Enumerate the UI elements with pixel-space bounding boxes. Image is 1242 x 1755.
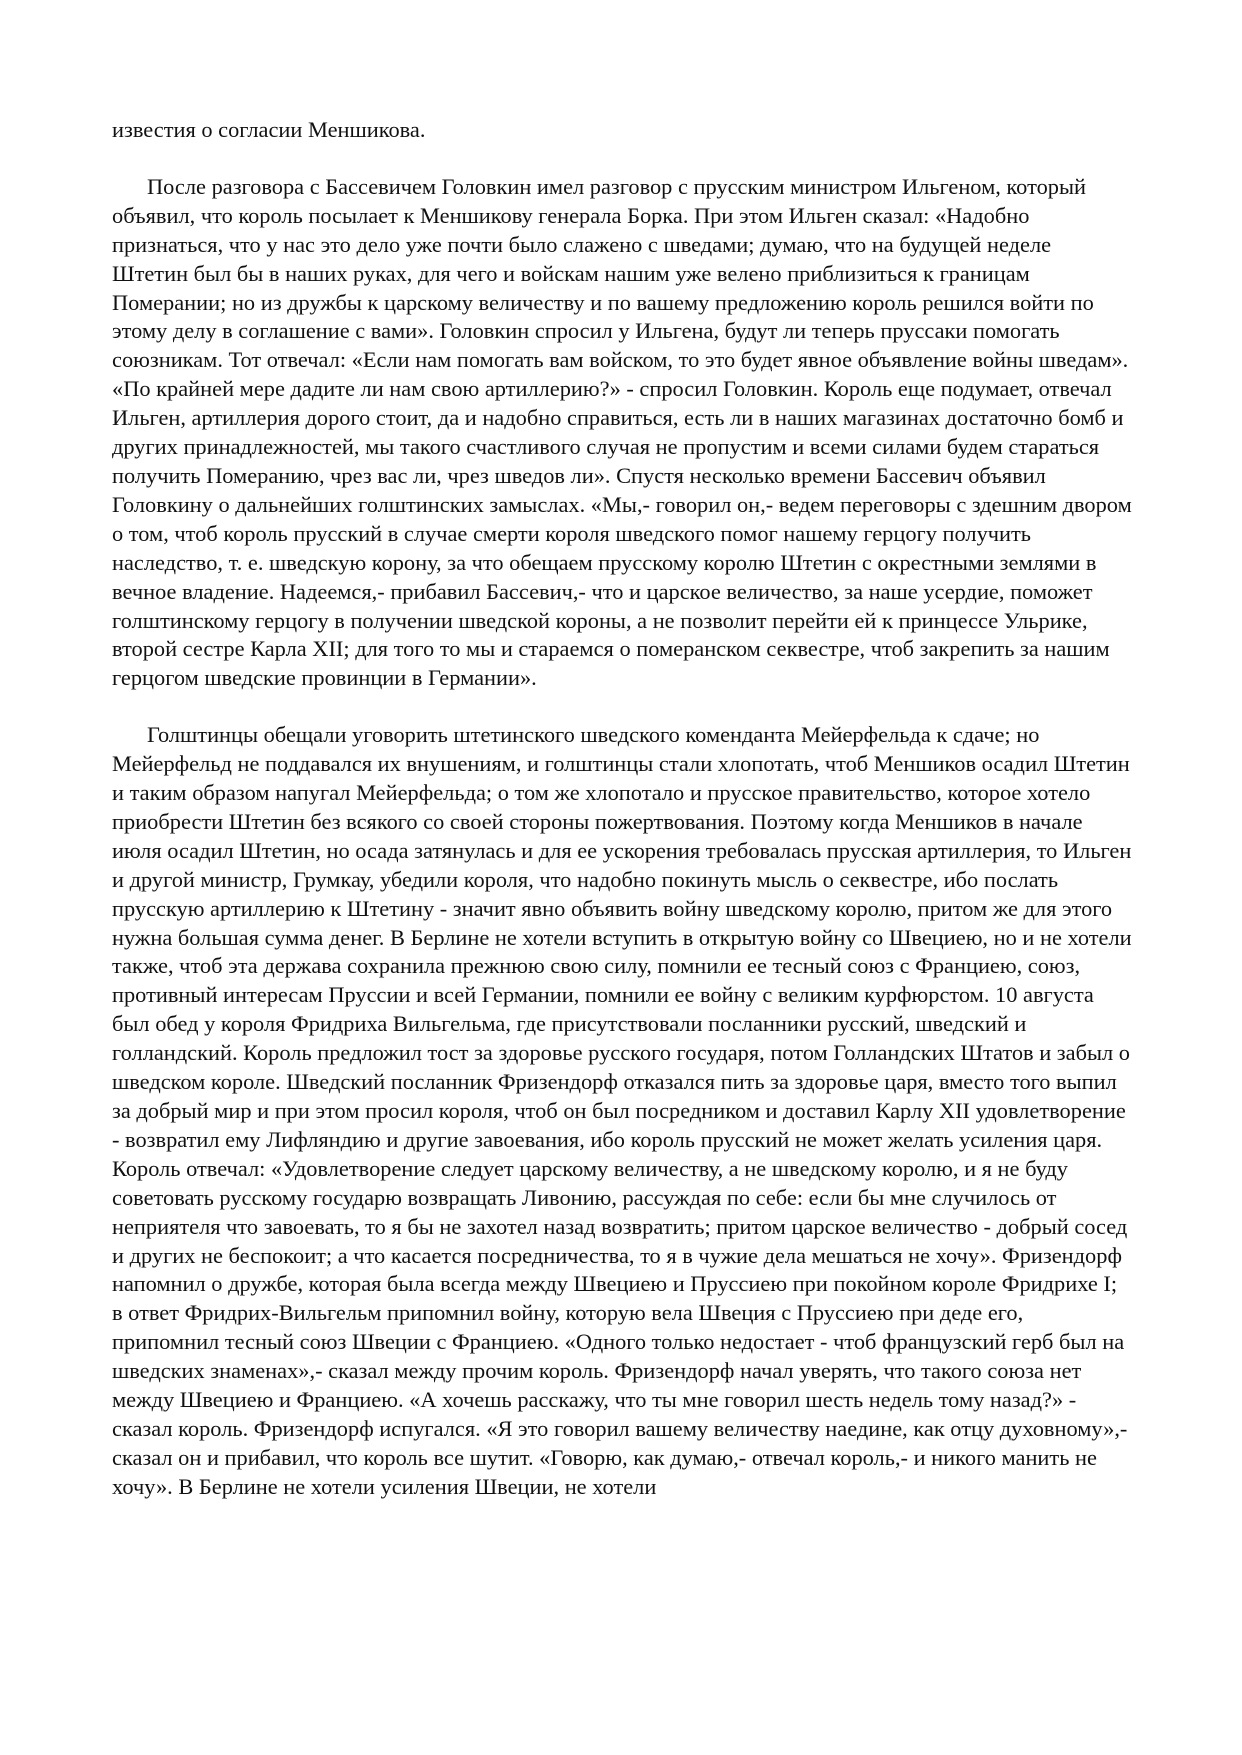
document-body [112, 116, 1132, 1502]
paragraph-golovkin-ilgen: После разговора с Бассевичем Головкин имел разговор с прусским министром Ильгеном, который объявил, что король посылает к Меншикову генерала Борка. При этом Ильген сказал: «Надобно признаться, что у нас это дело уже почти было слажено с шведами; думаю, что на будущей неделе Штетин был бы в наших руках, для чего и войскам нашим уже велено приблизиться к границам Померании; но из дружбы к царскому величеству и по вашему предложению король решился войти по этому делу в соглашение с вами». Головкин спросил у Ильгена, будут ли теперь пруссаки помогать союзникам. Тот отвечал: «Если нам помогать вам войском, то это будет явное объявление войны шведам». «По крайней мере дадите ли нам свою артиллерию?» - спросил Головкин. Король еще подумает, отвечал Ильген, артиллерия дорого стоит, да и надобно справиться, есть ли в наших магазинах достаточно бомб и других принадлежностей, мы такого счастливого случая не пропустим и всеми силами будем стараться получить Померанию, чрез вас ли, чрез шведов ли». Спустя несколько времени Бассевич объявил Головкину о дальнейших голштинских замыслах. «Мы,- говорил он,- ведем переговоры с здешним двором о том, чтоб король прусский в случае смерти короля шведского помог нашему герцогу получить наследство, т. е. шведскую корону, за что обещаем прусскому королю Штетин с окрестными землями в вечное владение. Надеемся,- прибавил Бассевич,- что и царское величество, за наше усердие, поможет голштинскому герцогу в получении шведской короны, а не позволит перейти ей к принцессе Ульрике, второй сестре Карла XII; для того то мы и стараемся о померанском секвестре, чтоб закрепить за нашим герцогом шведские провинции в Германии». [112, 173, 1132, 691]
paragraph-holstein-stettin: Голштинцы обещали уговорить штетинского шведского коменданта Мейерфельда к сдаче; но Мейерфельд не поддавался их внушениям, и голштинцы стали хлопотать, чтоб Меншиков осадил Штетин и таким образом напугал Мейерфельда; о том же хлопотало и прусское правительство, которое хотело приобрести Штетин без всякого со своей стороны пожертвования. Поэтому когда Меншиков в начале июля осадил Штетин, но осада затянулась и для ее ускорения требовалась прусская артиллерия, то Ильген и другой министр, Грумкау, убедили короля, что надобно покинуть мысль о секвестре, ибо послать прусскую артиллерию к Штетину - значит явно объявить войну шведскому королю, притом же для этого нужна большая сумма денег. В Берлине не хотели вступить в открытую войну со Швециею, но и не хотели также, чтоб эта держава сохранила прежнюю свою силу, помнили ее тесный союз с Франциею, союз, противный интересам Пруссии и всей Германии, помнили ее войну с великим курфюрстом. 10 августа был обед у короля Фридриха Вильгельма, где присутствовали посланники русский, шведский и голландский. Король предложил тост за здоровье русского государя, потом Голландских Штатов и забыл о шведском короле. Шведский посланник Фризендорф отказался пить за здоровье царя, вместо того выпил за добрый мир и при этом просил короля, чтоб он был посредником и доставил Карлу XII удовлетворение - возвратил ему Лифляндию и другие завоевания, ибо король прусский не может желать усиления царя. Король отвечал: «Удовлетворение следует царскому величеству, а не шведскому королю, и я не буду советовать русскому государю возвращать Ливонию, рассуждая по себе: если бы мне случилось от неприятеля что завоевать, то я бы не захотел назад возвратить; притом царское величество - добрый сосед и других не беспокоит; а что касается посредничества, то я в чужие дела мешаться не хочу». Фризендорф напомнил о дружбе, которая была всегда между Швециею и Пруссиею при покойном короле Фридрихе I; в ответ Фридрих-Вильгельм припомнил войну, которую вела Швеция с Пруссиею при деде его, припомнил тесный союз Швеции с Франциею. «Одного только недостает - чтоб французский герб был на шведских знаменах»,- сказал между прочим король. Фризендорф начал уверять, что такого союза нет между Швециею и Франциею. «А хочешь расскажу, что ты мне говорил шесть недель тому назад?» - сказал король. Фризендорф испугался. «Я это говорил вашему величеству наедине, как отцу духовному»,- сказал он и прибавил, что король все шутит. «Говорю, как думаю,- отвечал король,- и никого манить не хочу». В Берлине не хотели усиления Швеции, не хотели [112, 722, 1132, 1499]
paragraph-continuation: известия о согласии Меншикова. [112, 117, 426, 142]
